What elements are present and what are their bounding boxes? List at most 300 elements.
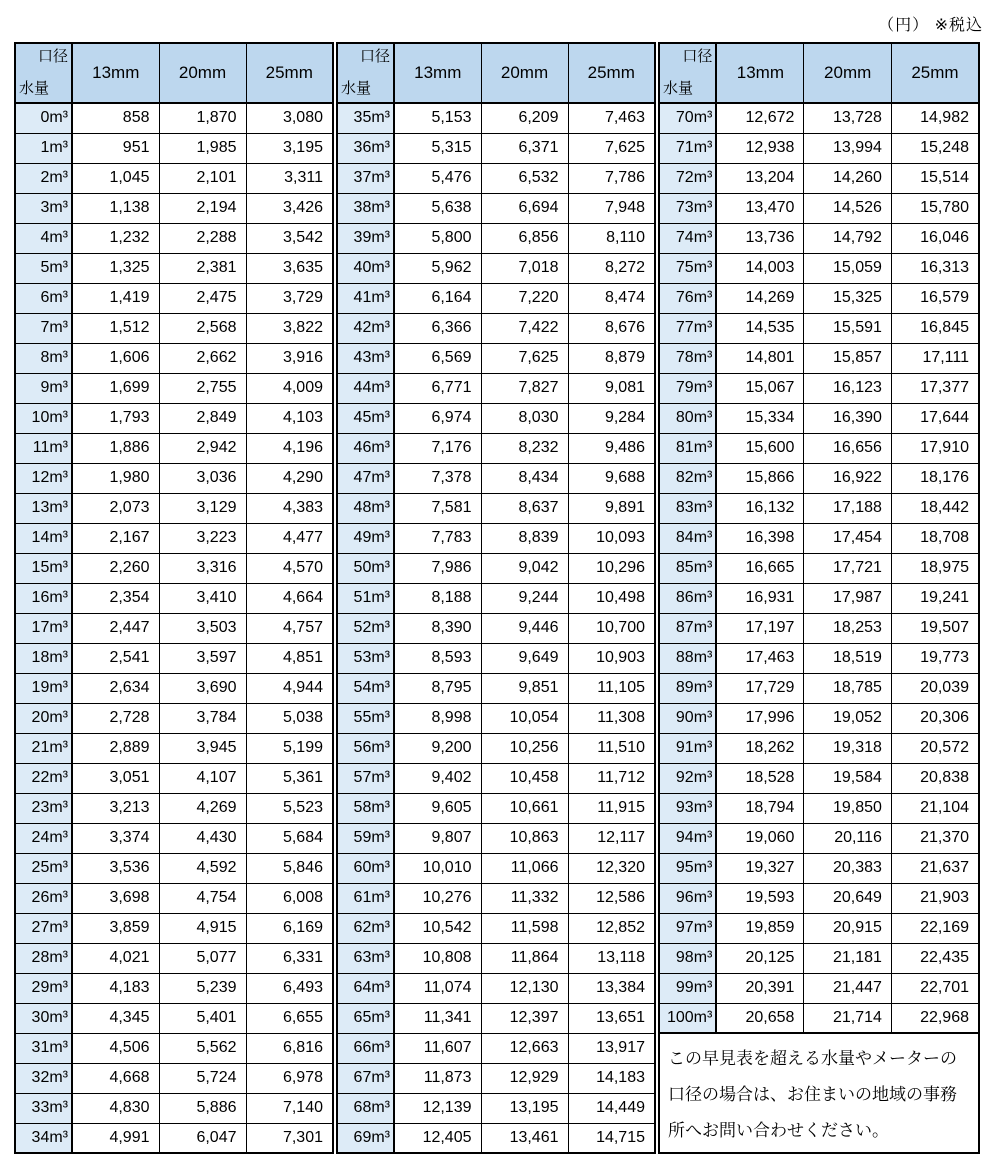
rate-value-cell: 5,724	[159, 1063, 246, 1093]
rate-value-cell: 13,461	[481, 1123, 568, 1153]
rate-value-cell: 13,470	[716, 193, 804, 223]
rate-value-cell: 18,176	[891, 463, 979, 493]
volume-label-cell: 27m³	[15, 913, 72, 943]
rate-value-cell: 10,054	[481, 703, 568, 733]
table-row	[15, 943, 333, 973]
volume-label-cell: 89m³	[659, 673, 716, 703]
rate-value-cell: 18,794	[716, 793, 804, 823]
volume-label-cell: 97m³	[659, 913, 716, 943]
volume-label-cell: 87m³	[659, 613, 716, 643]
rate-value-cell: 16,398	[716, 523, 804, 553]
rate-value-cell: 11,598	[481, 913, 568, 943]
table-row	[659, 133, 979, 163]
rate-value-cell: 19,327	[716, 853, 804, 883]
table-row	[15, 463, 333, 493]
rate-value-cell: 16,132	[716, 493, 804, 523]
rate-value-cell: 2,728	[72, 703, 159, 733]
rate-value-cell: 14,526	[804, 193, 892, 223]
table-row	[15, 1093, 333, 1123]
table-row	[15, 973, 333, 1003]
rate-value-cell: 4,664	[246, 583, 333, 613]
volume-label-cell: 51m³	[337, 583, 394, 613]
rate-value-cell: 16,665	[716, 553, 804, 583]
rate-value-cell: 6,169	[246, 913, 333, 943]
volume-label-cell: 55m³	[337, 703, 394, 733]
rate-value-cell: 10,903	[568, 643, 655, 673]
rate-value-cell: 2,475	[159, 283, 246, 313]
rate-value-cell: 5,361	[246, 763, 333, 793]
rate-value-cell: 7,986	[394, 553, 481, 583]
table-row	[337, 163, 655, 193]
rate-value-cell: 10,256	[481, 733, 568, 763]
rate-value-cell: 951	[72, 133, 159, 163]
table-row	[15, 163, 333, 193]
volume-label-cell: 57m³	[337, 763, 394, 793]
rate-value-cell: 7,827	[481, 373, 568, 403]
table-row	[15, 733, 333, 763]
rate-value-cell: 17,377	[891, 373, 979, 403]
volume-label-cell: 6m³	[15, 283, 72, 313]
rate-value-cell: 6,569	[394, 343, 481, 373]
volume-label-cell: 34m³	[15, 1123, 72, 1153]
rate-value-cell: 7,948	[568, 193, 655, 223]
table-row	[659, 613, 979, 643]
rate-value-cell: 3,410	[159, 583, 246, 613]
volume-label-cell: 24m³	[15, 823, 72, 853]
rate-value-cell: 3,536	[72, 853, 159, 883]
rate-value-cell: 19,241	[891, 583, 979, 613]
rate-value-cell: 4,430	[159, 823, 246, 853]
rate-value-cell: 3,503	[159, 613, 246, 643]
rate-value-cell: 4,009	[246, 373, 333, 403]
rate-value-cell: 13,651	[568, 1003, 655, 1033]
volume-label-cell: 59m³	[337, 823, 394, 853]
rate-value-cell: 20,116	[804, 823, 892, 853]
table-row	[337, 703, 655, 733]
rate-value-cell: 6,493	[246, 973, 333, 1003]
table-row	[659, 583, 979, 613]
rate-value-cell: 14,269	[716, 283, 804, 313]
table-row	[15, 553, 333, 583]
rate-value-cell: 15,334	[716, 403, 804, 433]
rate-value-cell: 2,354	[72, 583, 159, 613]
rate-value-cell: 7,378	[394, 463, 481, 493]
rate-value-cell: 4,183	[72, 973, 159, 1003]
rate-table-3	[658, 42, 980, 1034]
table-row	[659, 253, 979, 283]
rate-value-cell: 14,260	[804, 163, 892, 193]
table-row	[15, 583, 333, 613]
rate-value-cell: 1,419	[72, 283, 159, 313]
rate-value-cell: 18,253	[804, 613, 892, 643]
rate-value-cell: 6,978	[246, 1063, 333, 1093]
rate-value-cell: 2,889	[72, 733, 159, 763]
table-row	[15, 883, 333, 913]
rate-value-cell: 6,047	[159, 1123, 246, 1153]
volume-label-cell: 69m³	[337, 1123, 394, 1153]
rate-value-cell: 8,998	[394, 703, 481, 733]
rate-value-cell: 8,232	[481, 433, 568, 463]
rate-value-cell: 7,625	[568, 133, 655, 163]
rate-value-cell: 6,331	[246, 943, 333, 973]
rate-value-cell: 18,528	[716, 763, 804, 793]
rate-value-cell: 9,284	[568, 403, 655, 433]
volume-label-cell: 44m³	[337, 373, 394, 403]
rate-value-cell: 11,066	[481, 853, 568, 883]
corner-label-diameter: 口径	[359, 48, 390, 65]
rate-value-cell: 10,498	[568, 583, 655, 613]
volume-label-cell: 50m³	[337, 553, 394, 583]
rate-value-cell: 17,111	[891, 343, 979, 373]
rate-value-cell: 16,931	[716, 583, 804, 613]
volume-label-cell: 65m³	[337, 1003, 394, 1033]
rate-value-cell: 8,188	[394, 583, 481, 613]
rate-value-cell: 13,736	[716, 223, 804, 253]
table-row	[659, 673, 979, 703]
rate-value-cell: 11,332	[481, 883, 568, 913]
rate-value-cell: 10,276	[394, 883, 481, 913]
rate-value-cell: 3,129	[159, 493, 246, 523]
rate-value-cell: 3,729	[246, 283, 333, 313]
rate-value-cell: 6,008	[246, 883, 333, 913]
rate-value-cell: 3,316	[159, 553, 246, 583]
table-row	[659, 823, 979, 853]
volume-label-cell: 1m³	[15, 133, 72, 163]
table-row	[337, 253, 655, 283]
rate-value-cell: 858	[72, 103, 159, 133]
rate-value-cell: 11,308	[568, 703, 655, 733]
rate-value-cell: 16,313	[891, 253, 979, 283]
rate-value-cell: 2,447	[72, 613, 159, 643]
rate-value-cell: 14,792	[804, 223, 892, 253]
column-header-20mm: 20mm	[481, 43, 568, 103]
rate-value-cell: 9,851	[481, 673, 568, 703]
rate-value-cell: 14,801	[716, 343, 804, 373]
table-row	[15, 433, 333, 463]
volume-label-cell: 70m³	[659, 103, 716, 133]
header-row	[337, 43, 655, 103]
table-row	[337, 283, 655, 313]
rate-value-cell: 10,093	[568, 523, 655, 553]
rate-value-cell: 5,239	[159, 973, 246, 1003]
rate-value-cell: 11,510	[568, 733, 655, 763]
rate-value-cell: 16,046	[891, 223, 979, 253]
table-row	[659, 883, 979, 913]
table-row	[15, 613, 333, 643]
table-row	[15, 1003, 333, 1033]
rate-value-cell: 21,714	[804, 1003, 892, 1033]
rate-value-cell: 4,991	[72, 1123, 159, 1153]
table-row	[15, 643, 333, 673]
rate-value-cell: 20,383	[804, 853, 892, 883]
rate-value-cell: 3,374	[72, 823, 159, 853]
table-row	[659, 703, 979, 733]
rate-value-cell: 22,968	[891, 1003, 979, 1033]
volume-label-cell: 82m³	[659, 463, 716, 493]
rate-value-cell: 4,269	[159, 793, 246, 823]
rate-value-cell: 13,728	[804, 103, 892, 133]
table-row	[659, 493, 979, 523]
header-row	[659, 43, 979, 103]
table-row	[337, 373, 655, 403]
volume-label-cell: 84m³	[659, 523, 716, 553]
rate-value-cell: 20,658	[716, 1003, 804, 1033]
table-row	[337, 643, 655, 673]
volume-label-cell: 74m³	[659, 223, 716, 253]
volume-label-cell: 62m³	[337, 913, 394, 943]
rate-value-cell: 4,506	[72, 1033, 159, 1063]
volume-label-cell: 32m³	[15, 1063, 72, 1093]
corner-header-cell	[659, 43, 716, 103]
corner-label-volume: 水量	[19, 80, 50, 97]
table-row	[15, 493, 333, 523]
note-line: この早見表を超える水量やメーターの	[668, 1049, 957, 1068]
rate-value-cell: 19,060	[716, 823, 804, 853]
table-row	[15, 823, 333, 853]
volume-label-cell: 56m³	[337, 733, 394, 763]
rate-value-cell: 4,196	[246, 433, 333, 463]
rate-value-cell: 1,699	[72, 373, 159, 403]
rate-value-cell: 12,852	[568, 913, 655, 943]
volume-label-cell: 20m³	[15, 703, 72, 733]
rate-table-group-2	[336, 42, 656, 1154]
table-row	[659, 763, 979, 793]
rate-value-cell: 10,661	[481, 793, 568, 823]
rate-value-cell: 14,003	[716, 253, 804, 283]
rate-value-cell: 2,634	[72, 673, 159, 703]
rate-value-cell: 8,879	[568, 343, 655, 373]
rate-value-cell: 6,655	[246, 1003, 333, 1033]
column-header-25mm: 25mm	[568, 43, 655, 103]
rate-value-cell: 11,915	[568, 793, 655, 823]
note-line: 所へお問い合わせください。	[668, 1121, 889, 1140]
table-row	[15, 223, 333, 253]
table-row	[15, 853, 333, 883]
volume-label-cell: 15m³	[15, 553, 72, 583]
table-row	[659, 523, 979, 553]
rate-value-cell: 9,402	[394, 763, 481, 793]
volume-label-cell: 36m³	[337, 133, 394, 163]
volume-label-cell: 31m³	[15, 1033, 72, 1063]
table-row	[337, 853, 655, 883]
rate-value-cell: 13,917	[568, 1033, 655, 1063]
rate-value-cell: 1,985	[159, 133, 246, 163]
rate-value-cell: 3,784	[159, 703, 246, 733]
rate-value-cell: 4,944	[246, 673, 333, 703]
rate-value-cell: 6,694	[481, 193, 568, 223]
volume-label-cell: 93m³	[659, 793, 716, 823]
volume-label-cell: 60m³	[337, 853, 394, 883]
rate-value-cell: 2,288	[159, 223, 246, 253]
volume-label-cell: 75m³	[659, 253, 716, 283]
table-row	[659, 283, 979, 313]
volume-label-cell: 81m³	[659, 433, 716, 463]
rate-value-cell: 3,635	[246, 253, 333, 283]
rate-value-cell: 18,975	[891, 553, 979, 583]
volume-label-cell: 94m³	[659, 823, 716, 853]
rate-value-cell: 3,822	[246, 313, 333, 343]
volume-label-cell: 0m³	[15, 103, 72, 133]
rate-value-cell: 4,345	[72, 1003, 159, 1033]
rate-value-cell: 12,929	[481, 1063, 568, 1093]
corner-label-volume: 水量	[341, 80, 372, 97]
rate-value-cell: 19,318	[804, 733, 892, 763]
rate-value-cell: 15,325	[804, 283, 892, 313]
rate-value-cell: 6,856	[481, 223, 568, 253]
rate-value-cell: 20,572	[891, 733, 979, 763]
rate-value-cell: 13,384	[568, 973, 655, 1003]
table-row	[15, 793, 333, 823]
rate-value-cell: 18,785	[804, 673, 892, 703]
volume-label-cell: 64m³	[337, 973, 394, 1003]
table-row	[659, 103, 979, 133]
rate-value-cell: 21,104	[891, 793, 979, 823]
currency-tax-note: （円） ※税込	[878, 17, 983, 34]
rate-value-cell: 10,700	[568, 613, 655, 643]
rate-value-cell: 15,248	[891, 133, 979, 163]
volume-label-cell: 95m³	[659, 853, 716, 883]
rate-value-cell: 5,199	[246, 733, 333, 763]
volume-label-cell: 88m³	[659, 643, 716, 673]
rate-table-group-3	[658, 42, 980, 1154]
rate-value-cell: 6,164	[394, 283, 481, 313]
rate-value-cell: 16,845	[891, 313, 979, 343]
column-header-13mm: 13mm	[716, 43, 804, 103]
volume-label-cell: 63m³	[337, 943, 394, 973]
table-row	[15, 193, 333, 223]
volume-label-cell: 2m³	[15, 163, 72, 193]
rate-value-cell: 9,486	[568, 433, 655, 463]
rate-value-cell: 9,446	[481, 613, 568, 643]
rate-value-cell: 16,579	[891, 283, 979, 313]
table-row	[15, 1033, 333, 1063]
column-header-13mm: 13mm	[394, 43, 481, 103]
rate-value-cell: 11,341	[394, 1003, 481, 1033]
column-header-13mm: 13mm	[72, 43, 159, 103]
table-row	[337, 973, 655, 1003]
corner-label-diameter: 口径	[37, 48, 68, 65]
table-row	[659, 943, 979, 973]
rate-value-cell: 12,672	[716, 103, 804, 133]
rate-value-cell: 19,773	[891, 643, 979, 673]
rate-value-cell: 14,715	[568, 1123, 655, 1153]
rate-value-cell: 14,449	[568, 1093, 655, 1123]
rate-value-cell: 13,195	[481, 1093, 568, 1123]
rate-value-cell: 9,891	[568, 493, 655, 523]
rate-value-cell: 14,982	[891, 103, 979, 133]
rate-value-cell: 2,381	[159, 253, 246, 283]
volume-label-cell: 19m³	[15, 673, 72, 703]
table-row	[15, 283, 333, 313]
table-row	[337, 403, 655, 433]
rate-value-cell: 1,870	[159, 103, 246, 133]
volume-label-cell: 42m³	[337, 313, 394, 343]
rate-value-cell: 5,038	[246, 703, 333, 733]
rate-value-cell: 18,708	[891, 523, 979, 553]
rate-value-cell: 8,593	[394, 643, 481, 673]
rate-value-cell: 8,030	[481, 403, 568, 433]
rate-value-cell: 12,320	[568, 853, 655, 883]
rate-value-cell: 15,591	[804, 313, 892, 343]
rate-value-cell: 12,117	[568, 823, 655, 853]
volume-label-cell: 99m³	[659, 973, 716, 1003]
rate-value-cell: 3,690	[159, 673, 246, 703]
table-row	[337, 613, 655, 643]
rate-value-cell: 10,808	[394, 943, 481, 973]
volume-label-cell: 43m³	[337, 343, 394, 373]
rate-value-cell: 16,922	[804, 463, 892, 493]
volume-label-cell: 10m³	[15, 403, 72, 433]
rate-value-cell: 21,370	[891, 823, 979, 853]
table-row	[337, 133, 655, 163]
rate-value-cell: 9,244	[481, 583, 568, 613]
volume-label-cell: 100m³	[659, 1003, 716, 1033]
table-row	[337, 733, 655, 763]
table-row	[15, 403, 333, 433]
rate-value-cell: 3,597	[159, 643, 246, 673]
rate-value-cell: 15,857	[804, 343, 892, 373]
rate-value-cell: 13,994	[804, 133, 892, 163]
volume-label-cell: 78m³	[659, 343, 716, 373]
table-row	[337, 553, 655, 583]
rate-value-cell: 21,637	[891, 853, 979, 883]
volume-label-cell: 47m³	[337, 463, 394, 493]
rate-value-cell: 17,197	[716, 613, 804, 643]
table-row	[15, 133, 333, 163]
rate-value-cell: 17,463	[716, 643, 804, 673]
rate-value-cell: 3,195	[246, 133, 333, 163]
rate-value-cell: 14,535	[716, 313, 804, 343]
rate-table-2	[336, 42, 656, 1154]
table-row	[337, 763, 655, 793]
rate-value-cell: 1,325	[72, 253, 159, 283]
column-header-20mm: 20mm	[804, 43, 892, 103]
table-row	[659, 463, 979, 493]
table-row	[337, 1033, 655, 1063]
rate-value-cell: 9,081	[568, 373, 655, 403]
rate-value-cell: 17,644	[891, 403, 979, 433]
volume-label-cell: 52m³	[337, 613, 394, 643]
rate-value-cell: 4,107	[159, 763, 246, 793]
volume-label-cell: 85m³	[659, 553, 716, 583]
rate-value-cell: 3,213	[72, 793, 159, 823]
volume-label-cell: 13m³	[15, 493, 72, 523]
table-row	[337, 1093, 655, 1123]
rate-value-cell: 5,962	[394, 253, 481, 283]
volume-label-cell: 83m³	[659, 493, 716, 523]
volume-label-cell: 45m³	[337, 403, 394, 433]
rate-value-cell: 11,074	[394, 973, 481, 1003]
volume-label-cell: 29m³	[15, 973, 72, 1003]
rate-value-cell: 4,477	[246, 523, 333, 553]
table-row	[337, 1003, 655, 1033]
table-row	[337, 913, 655, 943]
header-row	[15, 43, 333, 103]
rate-value-cell: 20,306	[891, 703, 979, 733]
table-row	[659, 373, 979, 403]
rate-value-cell: 7,220	[481, 283, 568, 313]
rate-value-cell: 22,701	[891, 973, 979, 1003]
rate-value-cell: 10,010	[394, 853, 481, 883]
rate-value-cell: 21,903	[891, 883, 979, 913]
table-row	[337, 223, 655, 253]
rate-value-cell: 12,663	[481, 1033, 568, 1063]
rate-value-cell: 3,080	[246, 103, 333, 133]
rate-value-cell: 17,910	[891, 433, 979, 463]
table-row	[659, 403, 979, 433]
rate-value-cell: 18,262	[716, 733, 804, 763]
rate-value-cell: 19,850	[804, 793, 892, 823]
